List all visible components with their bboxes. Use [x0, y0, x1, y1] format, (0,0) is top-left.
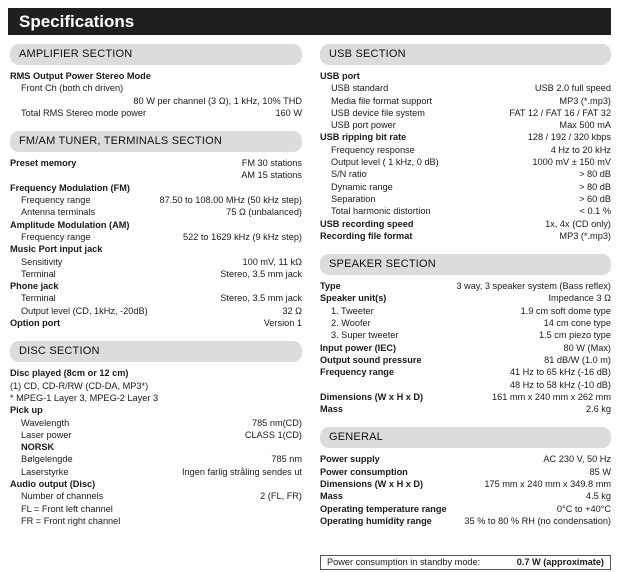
- spec-row: [10, 417, 302, 429]
- spec-row: [320, 366, 611, 378]
- spec-value: [43, 404, 302, 416]
- spec-label: RMS Output Power Stereo Mode: [10, 71, 151, 81]
- section-gap: [320, 242, 611, 254]
- spec-label: Media file format support: [331, 95, 433, 106]
- spec-row: [10, 490, 302, 502]
- spec-value: 1000 mV ± 150 mV: [532, 157, 611, 168]
- standby-value: 0.7 W (approximate): [516, 557, 604, 567]
- spec-row: [10, 70, 302, 82]
- section-header: GENERAL: [320, 427, 611, 448]
- spec-value: 85 W: [589, 466, 611, 477]
- spec-row: [10, 169, 302, 181]
- spec-value: 48 Hz to 58 kHz (-10 dB): [509, 379, 611, 390]
- spec-value: 785 nm(CD): [251, 417, 302, 428]
- spec-row: [10, 219, 302, 231]
- spec-value: 785 nm: [271, 454, 302, 465]
- spec-line: (1) CD, CD-R/RW (CD-DA, MP3*): [10, 380, 149, 391]
- spec-row: [10, 256, 302, 268]
- spec-row: [320, 453, 611, 465]
- general-block: [320, 427, 611, 527]
- spec-label: Frequency range: [320, 367, 395, 378]
- spec-label: Frequency range: [21, 195, 91, 206]
- spec-value: 128 / 192 / 320 kbps: [527, 132, 611, 143]
- spec-row: [320, 181, 611, 193]
- spec-label: Power consumption: [320, 466, 408, 477]
- spec-row: [320, 391, 611, 403]
- spec-value: Max 500 mA: [559, 120, 611, 131]
- section-header: SPEAKER SECTION: [320, 254, 611, 275]
- left-column: [10, 44, 302, 527]
- spec-value: 3 way, 3 speaker system (Bass reflex): [456, 281, 611, 292]
- spec-label: Recording file format: [320, 230, 413, 241]
- spec-label: Phone jack: [10, 281, 59, 292]
- spec-row: [10, 478, 302, 490]
- spec-row: [10, 206, 302, 218]
- spec-label: USB port power: [331, 120, 396, 131]
- section-gap: [10, 119, 302, 131]
- spec-value: 35 % to 80 % RH (no condensation): [464, 515, 611, 526]
- spec-row: [320, 354, 611, 366]
- spec-row: [320, 107, 611, 119]
- spec-label: Power supply: [320, 454, 380, 465]
- disc-section-block: [10, 341, 302, 527]
- spec-value: 161 mm x 240 mm x 262 mm: [492, 391, 611, 402]
- spec-value: Impedance 3 Ω: [548, 293, 611, 304]
- spec-row: [320, 515, 611, 527]
- spec-label: 2. Woofer: [331, 318, 371, 329]
- section-header: DISC SECTION: [10, 341, 302, 362]
- spec-label: 1. Tweeter: [331, 305, 374, 316]
- spec-label: Frequency response: [331, 144, 415, 155]
- spec-value: [151, 70, 302, 82]
- spec-row: [320, 205, 611, 217]
- spec-value: [59, 280, 302, 292]
- spec-value: FAT 12 / FAT 16 / FAT 32: [509, 107, 611, 118]
- spec-value: 160 W: [275, 107, 302, 118]
- spec-value: Ingen farlig stråling sendes ut: [181, 466, 302, 477]
- spec-value: 1.5 cm piezo type: [538, 330, 611, 341]
- spec-row: [10, 107, 302, 119]
- spec-label: Preset memory: [10, 158, 77, 169]
- spec-value: [54, 441, 302, 453]
- spec-value: 41 Hz to 65 kHz (-16 dB): [509, 367, 611, 378]
- spec-value: [102, 243, 302, 255]
- spec-row: [320, 230, 611, 242]
- spec-value: 4.5 kg: [585, 491, 611, 502]
- spec-label: Output level (CD, 1kHz, -20dB): [21, 305, 148, 316]
- spec-label: Speaker unit(s): [320, 293, 387, 304]
- spec-row: [10, 292, 302, 304]
- spec-value: [129, 219, 302, 231]
- spec-label: Output sound pressure: [320, 354, 422, 365]
- spec-row: [320, 478, 611, 490]
- spec-line: FL = Front left channel: [21, 503, 113, 514]
- spec-label: Antenna terminals: [21, 207, 96, 218]
- spec-label: USB ripping bit rate: [320, 132, 407, 143]
- spec-label: Terminal: [21, 268, 56, 279]
- standby-power-box: [320, 555, 611, 570]
- section-header: FM/AM TUNER, TERMINALS SECTION: [10, 131, 302, 152]
- spec-label: Front Ch (both ch driven): [21, 83, 124, 94]
- section-gap: [10, 329, 302, 341]
- fm-am-tuner-terminals-section-block: [10, 131, 302, 329]
- spec-row: [320, 144, 611, 156]
- usb-section-block: [320, 44, 611, 242]
- spec-value: 100 mV, 11 kΩ: [242, 256, 302, 267]
- spec-row: [320, 218, 611, 230]
- spec-row: [10, 243, 302, 255]
- spec-value: Stereo, 3.5 mm jack: [220, 268, 302, 279]
- spec-row: [320, 503, 611, 515]
- spec-label: NORSK: [21, 442, 55, 453]
- spec-value: 522 to 1629 kHz (9 kHz step): [183, 231, 302, 242]
- spec-value: FM 30 stations: [241, 158, 302, 169]
- spec-label: Total RMS Stereo mode power: [21, 107, 147, 118]
- spec-value: MP3 (*.mp3): [559, 95, 611, 106]
- spec-label: Dimensions (W x H x D): [320, 391, 424, 402]
- spec-value: AC 230 V, 50 Hz: [543, 454, 611, 465]
- spec-label: Laserstyrke: [21, 466, 69, 477]
- spec-label: Amplitude Modulation (AM): [10, 219, 130, 230]
- spec-label: Operating temperature range: [320, 503, 447, 514]
- spec-label: Mass: [320, 491, 343, 502]
- spec-line: 80 W per channel (3 Ω), 1 kHz, 10% THD: [133, 95, 302, 106]
- spec-value: 80 W (Max): [563, 342, 611, 353]
- spec-value: > 60 dB: [579, 193, 611, 204]
- spec-value: 2 (FL, FR): [260, 491, 302, 502]
- spec-label: Mass: [320, 404, 343, 415]
- spec-row: [10, 317, 302, 329]
- section-header: AMPLIFIER SECTION: [10, 44, 302, 65]
- spec-row: [320, 292, 611, 304]
- spec-row: [320, 403, 611, 415]
- spec-value: 2.6 kg: [585, 404, 611, 415]
- spec-label: Pick up: [10, 405, 43, 416]
- spec-label: USB device file system: [331, 107, 425, 118]
- spec-row: [320, 168, 611, 180]
- speaker-section-block: [320, 254, 611, 415]
- spec-row: [320, 70, 611, 82]
- spec-label: Terminal: [21, 293, 56, 304]
- spec-row: [10, 305, 302, 317]
- spec-value: [360, 70, 611, 82]
- spec-value: 32 Ω: [282, 305, 302, 316]
- spec-label: Type: [320, 281, 341, 292]
- spec-value: [95, 478, 302, 490]
- spec-row: [320, 466, 611, 478]
- spec-row: [320, 379, 611, 391]
- spec-label: 3. Super tweeter: [331, 330, 399, 341]
- spec-row: [10, 182, 302, 194]
- spec-row: [10, 268, 302, 280]
- spec-row: [10, 404, 302, 416]
- spec-row: [10, 280, 302, 292]
- spec-row: [320, 280, 611, 292]
- spec-line: FR = Front right channel: [21, 515, 121, 526]
- spec-value: [130, 182, 302, 194]
- spec-label: Frequency Modulation (FM): [10, 182, 130, 193]
- spec-row: [320, 82, 611, 94]
- spec-label: Separation: [331, 193, 376, 204]
- spec-label: USB recording speed: [320, 218, 414, 229]
- spec-row: [10, 231, 302, 243]
- spec-label: Option port: [10, 318, 61, 329]
- spec-row: [10, 429, 302, 441]
- spec-label: Dimensions (W x H x D): [320, 479, 424, 490]
- spec-value: 0°C to +40°C: [556, 503, 611, 514]
- spec-label: S/N ratio: [331, 169, 367, 180]
- right-column: [320, 44, 611, 527]
- spec-label: USB port: [320, 71, 360, 81]
- spec-row: [10, 157, 302, 169]
- spec-value: Stereo, 3.5 mm jack: [220, 293, 302, 304]
- spec-value: AM 15 stations: [241, 170, 302, 181]
- spec-value: 1.9 cm soft dome type: [520, 305, 611, 316]
- spec-label: Sensitivity: [21, 256, 63, 267]
- spec-value: 1x, 4x (CD only): [545, 218, 611, 229]
- spec-value: 87.50 to 108.00 MHz (50 kHz step): [159, 195, 302, 206]
- spec-label: Frequency range: [21, 231, 91, 242]
- spec-value: 81 dB/W (1.0 m): [544, 354, 611, 365]
- spec-label: Output level ( 1 kHz, 0 dB): [331, 157, 439, 168]
- section-gap: [320, 415, 611, 427]
- spec-label: Dynamic range: [331, 181, 393, 192]
- spec-value: MP3 (*.mp3): [559, 230, 611, 241]
- spec-row: [320, 305, 611, 317]
- spec-row: [320, 490, 611, 502]
- spec-value: CLASS 1(CD): [244, 429, 302, 440]
- spec-value: > 80 dB: [579, 169, 611, 180]
- spec-row: [10, 82, 302, 94]
- spec-value: USB 2.0 full speed: [534, 83, 611, 94]
- spec-label: USB standard: [331, 83, 389, 94]
- spec-label: Operating humidity range: [320, 515, 432, 526]
- spec-row: [10, 466, 302, 478]
- spec-value: 4 Hz to 20 kHz: [550, 144, 611, 155]
- spec-label: Laser power: [21, 429, 72, 440]
- spec-row: [320, 329, 611, 341]
- spec-row: [320, 342, 611, 354]
- spec-value: Version 1: [263, 318, 302, 329]
- spec-value: 75 Ω (unbalanced): [226, 207, 302, 218]
- spec-row: [320, 156, 611, 168]
- spec-row: [320, 131, 611, 143]
- spec-value: < 0.1 %: [579, 206, 611, 217]
- spec-label: Music Port input jack: [10, 244, 103, 255]
- spec-row: [320, 95, 611, 107]
- spec-row: [10, 453, 302, 465]
- spec-line: * MPEG-1 Layer 3, MPEG-2 Layer 3: [10, 392, 159, 403]
- amplifier-section-block: [10, 44, 302, 119]
- section-header: USB SECTION: [320, 44, 611, 65]
- spec-label: Input power (IEC): [320, 342, 397, 353]
- spec-value: [123, 82, 302, 94]
- spec-row: [10, 194, 302, 206]
- spec-value: 14 cm cone type: [543, 318, 611, 329]
- spec-line: Disc played (8cm or 12 cm): [10, 368, 129, 379]
- spec-label: Total harmonic distortion: [331, 206, 431, 217]
- spec-row: [320, 317, 611, 329]
- spec-label: Wavelength: [21, 417, 70, 428]
- spec-label: Audio output (Disc): [10, 479, 96, 490]
- spec-value: 175 mm x 240 mm x 349.8 mm: [484, 479, 611, 490]
- page-title: Specifications: [8, 8, 611, 35]
- spec-label: Number of channels: [21, 491, 104, 502]
- standby-label: Power consumption in standby mode:: [327, 557, 481, 567]
- spec-row: [10, 441, 302, 453]
- spec-label: Bølgelengde: [21, 454, 73, 465]
- spec-row: [320, 119, 611, 131]
- spec-row: [320, 193, 611, 205]
- spec-value: > 80 dB: [579, 181, 611, 192]
